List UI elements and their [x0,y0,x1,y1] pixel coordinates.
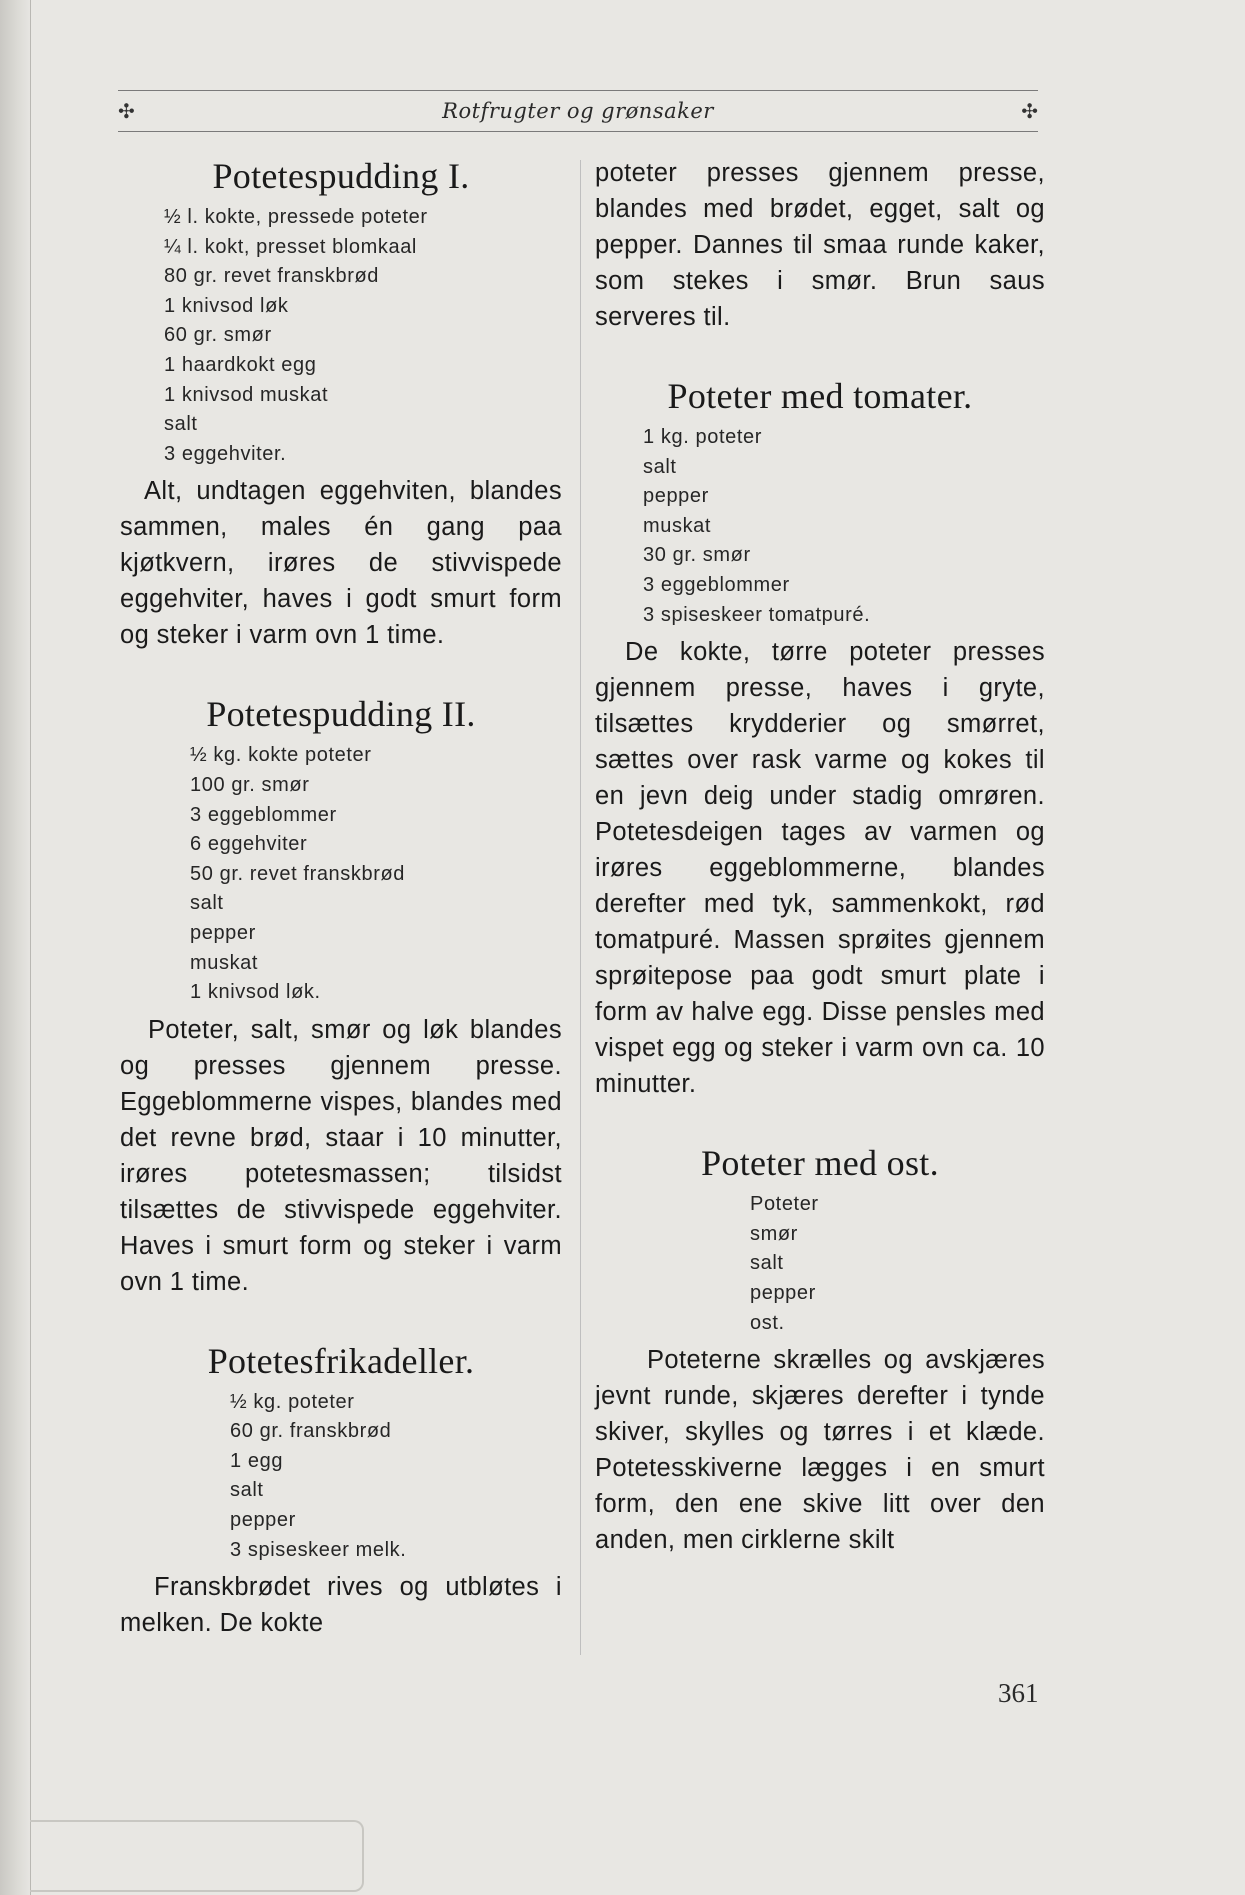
ingredient: salt [164,413,198,436]
ingredient: 80 gr. revet franskbrød [164,265,380,288]
ingredient: 60 gr. franskbrød [230,1420,392,1443]
recipe-poteter-med-tomater [595,375,1045,1102]
ingredient: 30 gr. smør [643,544,751,567]
ornament-left-icon: ✣ [118,99,135,123]
ingredient: salt [190,892,224,915]
column-divider [580,160,581,1655]
right-column [595,155,1045,1558]
section-gap [595,1102,1045,1142]
ingredient: 3 eggeblommer [190,803,337,826]
ingredient: pepper [190,921,256,944]
ingredient-list [164,203,562,469]
page-number: 361 [998,1678,1039,1708]
recipe-potetespudding-1 [120,155,562,653]
ingredient: salt [750,1252,784,1275]
section-gap [120,1300,562,1340]
ingredient: 3 spiseskeer tomatpuré. [643,603,871,626]
ingredient: muskat [190,951,259,974]
ingredient: 1 knivsod løk. [190,981,321,1004]
book-spine [0,0,31,1895]
section-gap [595,335,1045,375]
recipe-title: Poteter med tomater. [667,376,973,416]
ingredient: salt [230,1479,264,1502]
recipe-potetespudding-2 [120,693,562,1299]
recipe-instructions: Alt, undtagen eggehviten, blandes sammen, males én gang paa kjøtkvern, irøres de stivvispede eggehviter, haves i godt smurt form og steker i varm ovn 1 time. [120,477,562,650]
recipe-title: Potetesfrikadeller. [207,1340,475,1381]
recipe-title: Poteter med ost. [701,1143,939,1184]
recipe-potetesfrikadeller [120,1340,562,1642]
page-tab-mark [30,1820,364,1892]
ingredient: 1 kg. poteter [643,426,762,448]
ingredient: pepper [643,485,709,508]
ingredient: ½ l. kokte, pressede poteter [164,206,428,228]
ingredient: 50 gr. revet franskbrød [190,862,406,885]
ingredient: salt [643,455,677,478]
ingredient-list [190,741,562,1007]
ornament-right-icon: ✣ [1021,99,1038,123]
section-gap [120,653,562,693]
recipe-instructions: Franskbrødet rives og utbløtes i melken. De kokte [120,1573,562,1638]
ingredient: pepper [230,1509,296,1532]
ingredient: pepper [750,1281,816,1304]
ingredient: 100 gr. smør [190,773,310,796]
running-header-title: Rotfrugter og grønsaker [442,99,714,123]
ingredient-list [643,423,1045,630]
ingredient: 6 eggehviter [190,833,308,856]
ingredient: 1 haardkokt egg [164,353,317,376]
left-column [120,155,562,1641]
ingredient: muskat [643,514,712,537]
recipe-instructions: Poteterne skrælles og avskjæres jevnt runde, skjæres derefter i tynde skiver, skylles og tørres i et klæde. Potetesskiverne lægges i en smurt form, den ene skive litt over den anden, men cirklerne skilt [595,1346,1045,1555]
recipe-title: Potetespudding II. [206,694,476,735]
ingredient: 3 eggeblommer [643,573,790,596]
ingredient-list [750,1190,1045,1338]
ingredient: Poteter [750,1193,819,1216]
ingredient: ½ kg. kokte poteter [190,744,372,767]
recipe-instructions: Poteter, salt, smør og løk blandes og presses gjennem presse. Eggeblommerne vispes, blandes med det revne brød, staar i 10 minutter, irøres potetesmassen; tilsidst tilsættes de stivvispede eggehviter. Haves i smurt form og steker i varm ovn 1 time. [120,1015,562,1296]
continued-instructions: poteter presses gjennem presse, blandes med brødet, egget, salt og pepper. Dannes til smaa runde kaker, som stekes i smør. Brun saus serveres til. [595,159,1045,331]
ingredient: 60 gr. smør [164,324,272,347]
ingredient: 3 spiseskeer melk. [230,1538,407,1561]
recipe-instructions: De kokte, tørre poteter presses gjennem presse, haves i gryte, tilsættes krydderier og smørret, sættes over rask varme og kokes til en jevn deig under stadig omrøren. Potetesdeigen tages av varmen og irøres eggeblommerne, blandes derefter med tyk, sammenkokt, rød tomatpuré. Massen sprøites gjennem sprøitepose paa godt smurt plate i form av halve egg. Disse pensles med vispet egg og steker i varm ovn ca. 10 minutter. [595,638,1045,1099]
ingredient: 3 eggehviter. [164,442,287,465]
running-header [118,90,1038,132]
ingredient: smør [750,1222,798,1245]
ingredient-list [230,1388,562,1566]
recipe-title: Potetespudding I. [212,156,470,196]
ingredient: 1 knivsod muskat [164,383,329,406]
ingredient: 1 knivsod løk [164,294,289,317]
ingredient: 1 egg [230,1449,284,1472]
ingredient: ost. [750,1311,785,1334]
ingredient: ¼ l. kokt, presset blomkaal [164,235,417,258]
ingredient: ½ kg. poteter [230,1390,355,1413]
recipe-poteter-med-ost [595,1142,1045,1558]
